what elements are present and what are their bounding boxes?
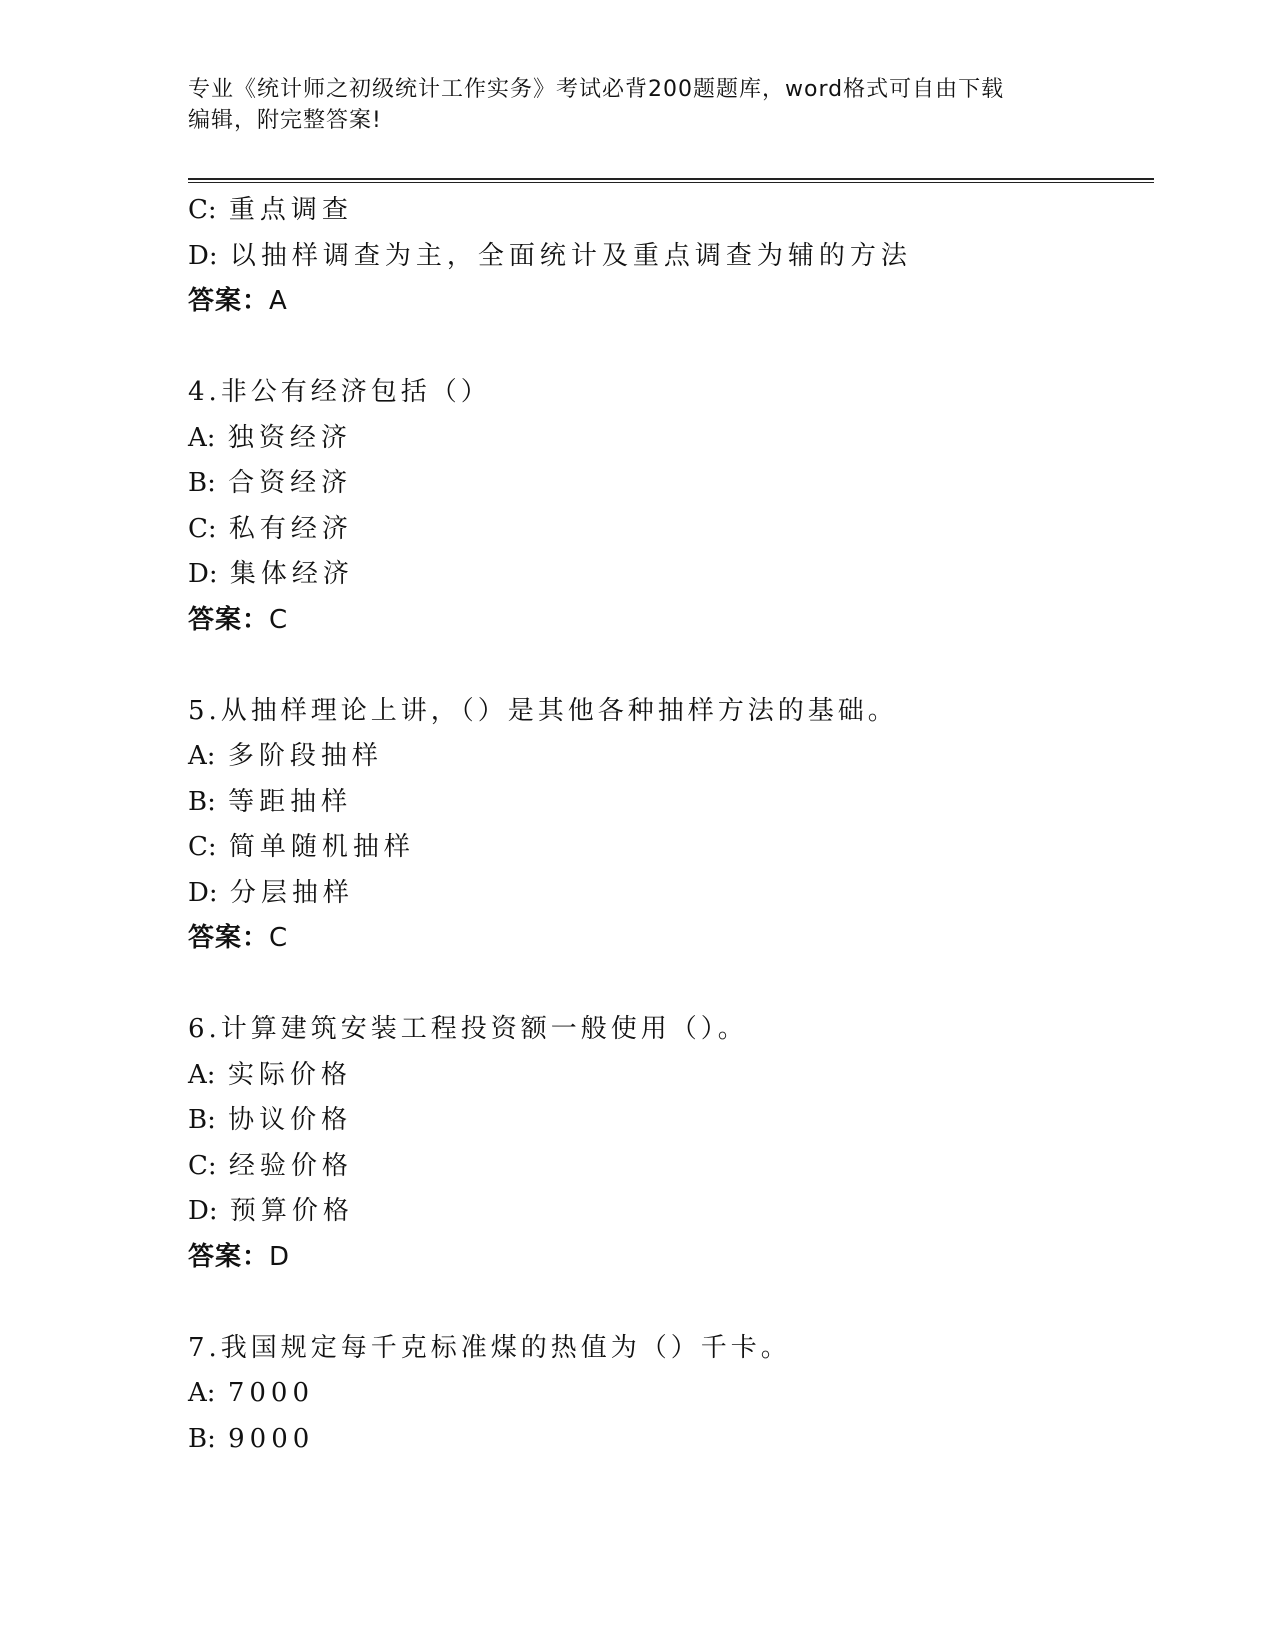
option-text: 经验价格 [228, 1150, 353, 1181]
question-stem: 6.计算建筑安装工程投资额一般使用（）。 [188, 1014, 748, 1044]
option-text: 合资经济 [228, 468, 353, 498]
option-letter: A: [188, 741, 216, 771]
option-letter: B: [188, 786, 216, 817]
option-b [188, 1098, 1154, 1144]
answer-value: A [269, 286, 288, 316]
option-text: 等距抽样 [228, 786, 353, 817]
option-letter: C: [188, 195, 217, 225]
option-text: 实际价格 [227, 1059, 352, 1090]
option-b [188, 461, 1154, 507]
question-block-6 [188, 1007, 1154, 1280]
header-divider-thin [188, 182, 1154, 183]
option-d [188, 234, 1154, 280]
header-line-2: 编辑，附完整答案! [188, 108, 382, 133]
question-block-4 [188, 370, 1154, 643]
question-block-5 [188, 689, 1154, 962]
option-a [188, 1371, 1154, 1417]
option-a [188, 734, 1154, 780]
option-letter: D: [188, 559, 218, 589]
option-c [188, 825, 1154, 871]
option-d [188, 1189, 1154, 1235]
option-letter: C: [188, 1150, 217, 1181]
question-stem: 4.非公有经济包括（） [188, 377, 491, 407]
option-letter: C: [188, 832, 217, 862]
option-text: 重点调查 [228, 195, 353, 225]
option-letter: D: [188, 877, 218, 908]
option-letter: D: [188, 1196, 218, 1226]
answer-line [188, 1235, 1154, 1281]
option-b [188, 780, 1154, 826]
option-letter: D: [188, 240, 218, 271]
option-letter: B: [188, 468, 216, 498]
option-text: 独资经济 [227, 422, 352, 453]
option-text: 预算价格 [229, 1196, 354, 1226]
option-text: 7000 [227, 1378, 314, 1408]
option-letter: A: [188, 1059, 216, 1090]
option-letter: B: [188, 1423, 216, 1454]
header-line-1: 专业《统计师之初级统计工作实务》考试必背200题题库，word格式可自由下载 [188, 77, 1005, 102]
answer-value: D [269, 1241, 291, 1272]
answer-line [188, 916, 1154, 962]
option-d [188, 552, 1154, 598]
answer-line [188, 598, 1154, 644]
option-letter: A: [188, 422, 216, 453]
answer-label: 答案： [188, 604, 270, 635]
question-block-7 [188, 1326, 1154, 1463]
option-text: 简单随机抽样 [228, 832, 415, 862]
answer-label: 答案： [188, 923, 270, 953]
option-letter: A: [188, 1378, 216, 1408]
option-text: 以抽样调查为主，全面统计及重点调查为辅的方法 [229, 240, 912, 271]
option-a [188, 1053, 1154, 1099]
option-c [188, 1144, 1154, 1190]
question-content [188, 188, 1154, 1462]
answer-label: 答案： [188, 1241, 270, 1272]
option-text: 分层抽样 [229, 877, 354, 908]
answer-line [188, 279, 1154, 325]
option-text: 多阶段抽样 [227, 741, 383, 771]
option-text: 协议价格 [228, 1105, 353, 1135]
option-text: 集体经济 [229, 559, 354, 589]
option-text: 9000 [228, 1423, 315, 1454]
question-stem: 5.从抽样理论上讲，（）是其他各种抽样方法的基础。 [188, 695, 898, 726]
answer-value: C [269, 604, 289, 635]
answer-value: C [269, 923, 289, 953]
option-letter: B: [188, 1105, 216, 1135]
header-divider-thick [188, 178, 1154, 180]
option-text: 私有经济 [228, 513, 353, 544]
question-block-3 [188, 188, 1154, 325]
question-stem: 7.我国规定每千克标准煤的热值为（）千卡。 [188, 1332, 791, 1363]
option-letter: C: [188, 513, 217, 544]
answer-label: 答案： [188, 286, 270, 316]
document-header [188, 74, 1088, 136]
option-a [188, 416, 1154, 462]
option-c [188, 507, 1154, 553]
option-b [188, 1417, 1154, 1463]
option-d [188, 871, 1154, 917]
option-c [188, 188, 1154, 234]
